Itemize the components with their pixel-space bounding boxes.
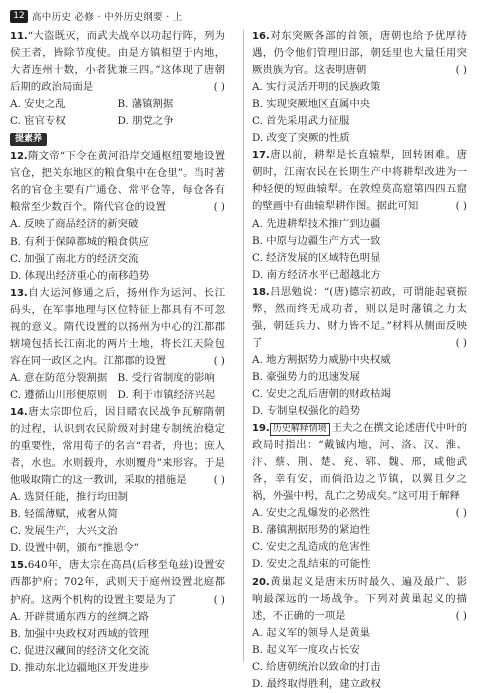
option-d: D. 改变了突厥的性质 <box>252 132 350 145</box>
answer-bracket: ( ) <box>455 200 467 213</box>
question-number: 13. <box>10 287 28 299</box>
option-c: C. 首先采用武力征服 <box>252 115 350 128</box>
option-d: D. 利于市镇经济兴起 <box>117 388 216 401</box>
option-b: B. 起义军一度攻占长安 <box>252 643 360 656</box>
option-d: D. 最终取得胜利，建立政权 <box>252 677 381 690</box>
question-number: 19. <box>252 423 270 435</box>
question-11 <box>10 28 225 130</box>
question-text: 王夫之在撰文论述唐代中叶的政局时指出：“戴铖内地，河、洛、汉、淮、汴、蔡、荆、楚、兖、郓、魏、邢，咸他武各，幸有安，而倘沿边之节镇，以翼且夕之祸，外强中枵，乱亡之势成矣。”这可用于解释 <box>252 422 467 503</box>
question-17 <box>252 147 467 283</box>
question-text: “大盗既灭，而武夫战卒以功起行阵，列为侯王者，皆除节度使。由是方镇相望于内地，大者连州十数，小者犹兼三四。”这体现了唐朝后期的政治局面是 <box>10 30 225 94</box>
page-header <box>0 0 480 30</box>
option-c: C. 安史之乱后唐朝的财政枯竭 <box>252 387 391 400</box>
question-text: 640年，唐太宗在高昌(后移至龟兹)设置安西都护府；702年，武则天于庭州设置北庭都护府。这两个机构的设置主要是为了 <box>10 559 225 606</box>
question-16 <box>252 28 467 147</box>
column-divider <box>243 30 244 662</box>
option-c: C. 加强了南北方的经济交流 <box>10 252 139 265</box>
option-d: D. 南方经济水平已超越北方 <box>252 268 381 281</box>
option-b: B. 豪强势力的迅速发展 <box>252 370 360 383</box>
question-text: 自大运河修通之后，扬州作为运河、长江码头，在军事地理与区位特征上都具有不可忽视的意义。隋代设置的以扬州为中心的江都郡辖境包括长江南北的两片土地，将长江天险包容在同一政区之内。江都郡的设置 <box>10 286 225 367</box>
option-c: C. 发展生产，大兴文治 <box>10 525 118 538</box>
question-text: 唐太宗即位后，因目睹农民战争瓦解隋朝的过程，认识到农民阶级对封建专制统治稳定的重要性，常用荀子的名言“君者，舟也；庶人者，水也。水则载舟，水则覆舟”来形容。于是他吸取隋亡的这一教训，采取的措施是 <box>10 405 225 487</box>
answer-bracket: ( ) <box>455 336 467 349</box>
question-text: 吕思勉说：“(唐)德宗初政，可谓能起衰振弊，然而终无成功者，则以是时藩镇之力太强，朝廷兵力、财力皆不足。”材料从侧面反映了 <box>252 285 467 349</box>
page-number: 12 <box>10 10 28 23</box>
option-d: D. 设置中朝，颁布“推恩令” <box>10 542 140 555</box>
option-c: C. 给唐朝统治以致命的打击 <box>252 660 381 673</box>
question-18 <box>252 284 467 420</box>
question-number: 16. <box>252 31 270 42</box>
question-text: 隋文帝“下令在黄河沿岸交通枢纽要地设置官仓，把关东地区的粮食集中在仓里”。当时著名的官仓主要有广通仓、常平仓等，每仓各有粮常至少数百个。隋代官仓的设置 <box>10 150 225 214</box>
answer-bracket: ( ) <box>213 474 225 487</box>
question-text: 唐以前，耕犁是长直辕犁，回转困难。唐朝时，江南农民在长期生产中将耕犁改进为一种轻便的短曲辕犁。在敦煌莫高窟第四四五窟的壁画中有曲辕犁耕作图。据此可知 <box>252 149 467 213</box>
option-a: A. 地方割据势力威胁中央权威 <box>252 353 391 366</box>
answer-bracket: ( ) <box>213 354 225 367</box>
section-badge: 提素养 <box>10 133 47 146</box>
question-15 <box>10 557 225 676</box>
section-heading <box>10 132 225 146</box>
option-d: D. 推动东北边疆地区开发进步 <box>10 661 150 674</box>
answer-bracket: ( ) <box>213 593 225 606</box>
question-number: 11. <box>10 31 28 42</box>
option-b: B. 加强中央政权对西域的管理 <box>10 627 149 640</box>
option-d: D. 体现出经济重心的南移趋势 <box>10 269 150 282</box>
option-a: A. 先进耕犁技术推广到边疆 <box>252 217 381 230</box>
option-b: B. 藩镇割据 <box>117 98 174 111</box>
answer-bracket: ( ) <box>455 507 467 520</box>
question-number: 20. <box>252 576 270 588</box>
option-a: A. 实行灵活开明的民族政策 <box>252 81 381 94</box>
option-b: B. 有利于保障都城的粮食供应 <box>10 235 149 248</box>
question-number: 14. <box>10 406 28 418</box>
option-a: A. 意在防范分裂割据 <box>10 371 108 384</box>
option-b: B. 中原与边疆生产方式一致 <box>252 234 381 247</box>
right-column <box>252 28 467 693</box>
option-b: B. 实现突厥地区直属中央 <box>252 98 371 111</box>
option-a: A. 安史之乱爆发的必然性 <box>252 507 371 520</box>
option-a: A. 开辟贯通东西方的丝绸之路 <box>10 610 149 623</box>
option-c: C. 经济发展的区域特色明显 <box>252 251 381 264</box>
question-14 <box>10 404 225 557</box>
question-12 <box>10 148 225 284</box>
question-text: 黄巢起义是唐末历时最久、遍及最广、影响最深远的一场战争。下列对黄巢起义的描述，不正确的一项是 <box>252 575 467 622</box>
question-text: 对东突厥各部的首领，唐朝也给予优厚待遇，仍令他们管理旧部，朝廷里也大量任用突厥贵族为官。这表明唐朝 <box>252 30 467 77</box>
left-column <box>10 28 225 677</box>
option-c: C. 安史之乱造成的危害性 <box>252 541 371 554</box>
header-title: 高中历史 必修 · 中外历史纲要 · 上 <box>32 12 183 23</box>
answer-bracket: ( ) <box>213 201 225 214</box>
question-13 <box>10 285 225 404</box>
answer-bracket: ( ) <box>213 81 225 94</box>
option-c: C. 宦官专权 <box>10 115 66 128</box>
option-a: A. 选贤任能，推行均田制 <box>10 491 129 504</box>
question-number: 18. <box>252 286 270 298</box>
option-b: B. 受行省制度的影响 <box>117 371 215 384</box>
answer-bracket: ( ) <box>455 609 467 622</box>
question-19 <box>252 420 467 573</box>
option-a: A. 反映了商品经济的新突破 <box>10 218 139 231</box>
context-tag: 历史解释情境 <box>270 423 330 436</box>
option-c: C. 促进汉藏间的经济文化交流 <box>10 644 149 657</box>
option-a: A. 起义军的领导人是黄巢 <box>252 626 371 639</box>
question-number: 17. <box>252 150 270 162</box>
option-c: C. 遵循山川形便原则 <box>10 388 108 401</box>
option-a: A. 安史之乱 <box>10 98 66 111</box>
option-b: B. 轻徭薄赋，戒奢从简 <box>10 508 118 521</box>
option-b: B. 藩镇割据形势的紧迫性 <box>252 524 371 537</box>
question-20 <box>252 574 467 693</box>
option-d: D. 安史之乱结束的可能性 <box>252 558 371 571</box>
question-number: 15. <box>10 560 28 572</box>
answer-bracket: ( ) <box>455 64 467 77</box>
question-number: 12. <box>10 151 28 163</box>
option-d: D. 朋党之争 <box>117 115 174 128</box>
option-d: D. 专制皇权强化的趋势 <box>252 405 361 418</box>
